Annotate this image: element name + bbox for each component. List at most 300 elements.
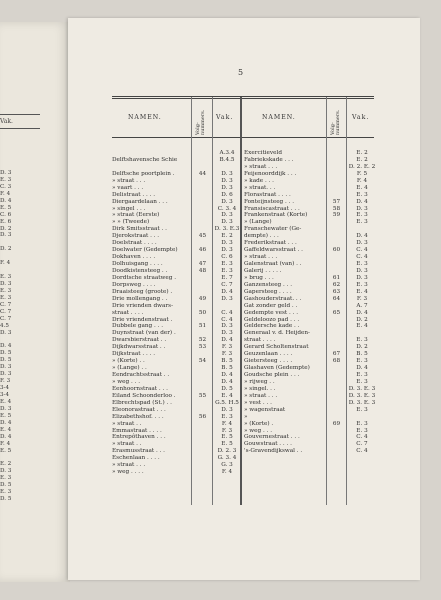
left-vak-fragment: D. 4 bbox=[0, 419, 12, 426]
vak-code: E. 3 bbox=[356, 337, 368, 344]
street-name: Fransiscastraat . . . bbox=[244, 205, 300, 212]
street-name bbox=[112, 150, 192, 157]
left-rule-bottom bbox=[0, 128, 40, 129]
volgnummer: 64 bbox=[332, 295, 341, 302]
volgnummer bbox=[194, 469, 211, 476]
volgnummer bbox=[194, 199, 211, 206]
vak-code: E. 3 bbox=[221, 413, 233, 420]
left-vak-fragment: D. 3 bbox=[0, 468, 12, 475]
volgnummer bbox=[328, 192, 345, 199]
volgnummer bbox=[328, 150, 345, 157]
table-rule-top-2 bbox=[112, 98, 374, 99]
vak-code: D. 3 bbox=[356, 267, 368, 274]
right-name-column bbox=[244, 150, 326, 455]
street-name: » weg . . . bbox=[112, 378, 141, 385]
vak-code: E. 3 bbox=[356, 427, 368, 434]
vak-code: D. 3. E. 3 bbox=[348, 399, 376, 406]
volgnummer bbox=[194, 351, 211, 358]
street-name: dempte) . . . bbox=[244, 233, 279, 240]
volgnummer bbox=[328, 240, 345, 247]
volgnummer: 54 bbox=[198, 358, 207, 365]
volgnummer bbox=[328, 372, 345, 379]
vak-code: E. 2 bbox=[356, 150, 368, 156]
right-vak-column bbox=[348, 150, 376, 455]
left-name-column bbox=[112, 150, 192, 476]
street-name: » straat . . bbox=[112, 420, 142, 427]
volgnummer bbox=[194, 365, 211, 372]
volgnummer bbox=[194, 372, 211, 379]
vak-code: D. 3 bbox=[221, 170, 233, 177]
street-name: Dorpsweg . . . . bbox=[112, 281, 156, 288]
left-vak-fragment: D. 4 bbox=[0, 343, 12, 350]
left-vak-fragment: D. 5 bbox=[0, 496, 12, 503]
street-name: Dwarsbierstraat . . bbox=[112, 337, 167, 344]
street-name: » vest . . . bbox=[244, 399, 272, 406]
street-name: Gashouderstraat. . . bbox=[244, 295, 302, 302]
vak-code: D. 2 bbox=[356, 344, 368, 351]
vak-code: E. 3 bbox=[356, 212, 368, 219]
left-page-fragments bbox=[0, 170, 11, 503]
street-name: Dirk Smitsstraat . . bbox=[112, 226, 167, 233]
table-rule-top bbox=[112, 96, 374, 97]
street-name: Dokhaven . . . . bbox=[112, 254, 156, 261]
volgnummer: 47 bbox=[198, 261, 207, 267]
divider-middle bbox=[240, 97, 242, 505]
volgnummer bbox=[194, 240, 211, 247]
volgnummer bbox=[328, 171, 345, 178]
left-vak-fragment bbox=[0, 239, 11, 246]
street-name: Gedempte vest . . . bbox=[244, 309, 299, 316]
street-name: » straat. . . bbox=[244, 184, 276, 191]
vak-code: F. 4 bbox=[221, 420, 233, 427]
vak-code: D. 3 bbox=[221, 406, 233, 413]
vak-code: D. 3 bbox=[221, 330, 233, 337]
street-name: » » (Tweede) bbox=[112, 219, 150, 226]
street-name: Delistraat . . . . bbox=[112, 191, 156, 198]
volgnummer bbox=[194, 400, 211, 407]
volgnummer bbox=[194, 206, 211, 213]
street-name: Doodkistensteeg . . bbox=[112, 267, 168, 274]
street-name: Eendrachtsstraat . . bbox=[112, 372, 170, 378]
street-name: Draaisteeg (groote) . bbox=[112, 288, 173, 295]
vak-code: C. 4 bbox=[221, 309, 233, 316]
volgnummer: 55 bbox=[198, 392, 207, 399]
volgnummer bbox=[328, 157, 345, 164]
vak-code: D. 3 bbox=[221, 177, 233, 184]
street-name: Exercitieveld bbox=[244, 150, 282, 156]
street-name: Dolhuisgang . . . . bbox=[112, 261, 163, 267]
volgnummer bbox=[328, 344, 345, 351]
street-name: Gapersteeg . . . . bbox=[244, 288, 292, 295]
volgnummer bbox=[328, 448, 345, 455]
street-name: Eenhoornstraat . . . bbox=[112, 385, 168, 392]
volgnummer bbox=[194, 254, 211, 261]
volgnummer bbox=[194, 407, 211, 414]
street-name: » straat . . bbox=[112, 441, 142, 448]
vak-code: D. 3 bbox=[221, 323, 233, 330]
vak-code: E. 3 bbox=[356, 261, 368, 267]
street-name: Dubbele gang . . . bbox=[112, 323, 164, 330]
vak-code: E. 3 bbox=[356, 420, 368, 427]
volgnummer bbox=[194, 226, 211, 233]
volgnummer: 63 bbox=[332, 288, 341, 295]
volgnummer bbox=[328, 323, 345, 330]
volgnummer: 46 bbox=[198, 247, 207, 254]
left-vak-fragment bbox=[0, 337, 11, 344]
volgnummer bbox=[194, 428, 211, 435]
volgnummer: 50 bbox=[198, 309, 207, 316]
street-name: » straat (Eerste) bbox=[112, 212, 160, 219]
left-vak-fragment: D. 3 bbox=[0, 232, 12, 239]
volgnummer bbox=[328, 379, 345, 386]
vak-code: D. 4 bbox=[356, 233, 368, 240]
volgnummer: 61 bbox=[332, 274, 341, 281]
left-vak-fragment: D. 2 bbox=[0, 246, 12, 253]
street-name: Gouvernestraat . . . bbox=[244, 434, 300, 441]
vak-code: E. 5 bbox=[221, 434, 233, 441]
vak-code: F. 3 bbox=[221, 344, 233, 351]
header-vak-left: Vak. bbox=[216, 114, 234, 121]
left-vak-fragment: E. 3 bbox=[0, 294, 12, 301]
vak-code: E. 3 bbox=[356, 191, 368, 198]
volgnummer bbox=[194, 289, 211, 296]
left-vak-fragment bbox=[0, 454, 11, 461]
vak-code: D. 4 bbox=[221, 288, 233, 295]
volgnummer bbox=[328, 441, 345, 448]
header-namen-right: NAMEN. bbox=[262, 114, 296, 121]
volgnummer bbox=[194, 178, 211, 185]
vak-code: D. 3 bbox=[221, 219, 233, 226]
street-name: » singel . . . bbox=[112, 205, 146, 212]
street-name: Gouwstraat . . . . bbox=[244, 441, 292, 448]
volgnummer bbox=[328, 219, 345, 226]
volgnummer bbox=[194, 303, 211, 310]
vak-code: C. 4 bbox=[356, 434, 368, 441]
street-name: » weg . . . bbox=[244, 427, 273, 434]
volgnummer bbox=[328, 303, 345, 310]
volgnummer bbox=[194, 192, 211, 199]
street-name: Fabriekskade . . . bbox=[244, 156, 294, 163]
vak-code: E. 3 bbox=[356, 219, 368, 226]
left-header-vak: Vak. bbox=[0, 118, 13, 125]
left-vak-fragment: E. 2 bbox=[0, 461, 12, 468]
volgnummer bbox=[328, 178, 345, 185]
right-nr-column bbox=[328, 150, 345, 455]
vak-code: D. 4 bbox=[221, 372, 233, 378]
street-name: » (Lange) bbox=[244, 219, 272, 226]
volgnummer bbox=[194, 421, 211, 428]
vak-code: D. 4 bbox=[356, 309, 368, 316]
street-name: Goudsche plein . . . bbox=[244, 372, 300, 378]
volgnummer bbox=[328, 268, 345, 275]
street-name: » (Lange) . . bbox=[112, 365, 147, 372]
left-vak-fragment: 3-4 bbox=[0, 385, 10, 392]
street-name: Glashaven (Gedempte) bbox=[244, 365, 310, 372]
street-name: Geldersche kade . . bbox=[244, 323, 300, 330]
vak-code: E. 4 bbox=[356, 288, 368, 295]
header-vak-right: Vak. bbox=[352, 114, 370, 121]
left-vak-fragment bbox=[0, 267, 11, 274]
vak-code: E. 5 bbox=[221, 441, 233, 448]
volgnummer bbox=[194, 441, 211, 448]
street-name: Geldeloozo pad . . . bbox=[244, 316, 300, 323]
volgnummer: 56 bbox=[198, 413, 207, 420]
vak-code: D. 3 bbox=[221, 247, 233, 254]
street-name: Geuzenlaan . . . . bbox=[244, 351, 293, 358]
vak-code: E. 3 bbox=[356, 378, 368, 385]
left-vak-fragment: D. 3 bbox=[0, 364, 12, 371]
left-vak-fragment: F. 4 bbox=[0, 260, 11, 267]
street-name: Galenstraat (van) . . bbox=[244, 261, 302, 267]
vak-code: D. 3 bbox=[221, 212, 233, 219]
vak-code: D. 3 bbox=[221, 240, 233, 247]
vak-code: D. 4 bbox=[356, 198, 368, 205]
vak-code bbox=[348, 414, 376, 421]
street-name: Franschewater (Ge- bbox=[244, 226, 302, 233]
street-name: Dijkstraat . . . . bbox=[112, 351, 156, 358]
street-name: Elbrechtspad (St.) . . bbox=[112, 399, 172, 406]
left-vak-fragment: E. 6 bbox=[0, 218, 12, 225]
left-vak-fragment: C. 7 bbox=[0, 301, 12, 308]
volgnummer bbox=[328, 386, 345, 393]
left-vak-fragment: C. 7 bbox=[0, 315, 12, 322]
vak-code: C. 7 bbox=[356, 441, 368, 448]
left-vak-fragment: E. 4 bbox=[0, 398, 12, 405]
volgnummer bbox=[194, 212, 211, 219]
left-vak-fragment: 3-4 bbox=[0, 392, 10, 398]
vak-code: D. 5 bbox=[221, 385, 233, 392]
left-vak-fragment: D. 2 bbox=[0, 225, 12, 232]
volgnummer bbox=[194, 434, 211, 441]
volgnummer bbox=[194, 330, 211, 337]
volgnummer: 51 bbox=[198, 323, 207, 330]
vak-code: A. 7 bbox=[356, 302, 368, 309]
volgnummer: 52 bbox=[198, 337, 207, 344]
vak-code bbox=[214, 303, 240, 310]
street-name: » brug . . . bbox=[244, 274, 274, 281]
volgnummer bbox=[328, 407, 345, 414]
vak-code: F. 3 bbox=[221, 427, 233, 434]
street-name: Diergaardelaan . . . bbox=[112, 198, 168, 205]
vak-code bbox=[214, 164, 240, 171]
vak-code: D. 3 bbox=[356, 274, 368, 281]
volgnummer bbox=[194, 219, 211, 226]
street-name: Gietersteeg . . . . bbox=[244, 358, 293, 365]
left-vak-fragment: D. 3 bbox=[0, 405, 12, 412]
left-vak-fragment: F. 4 bbox=[0, 440, 11, 447]
volgnummer: 53 bbox=[198, 344, 207, 351]
volgnummer bbox=[328, 400, 345, 407]
street-name: straat . . . . bbox=[112, 309, 144, 316]
street-name bbox=[112, 164, 192, 171]
volgnummer bbox=[328, 330, 345, 337]
left-vak-fragment: E. 3 bbox=[0, 475, 12, 482]
street-name: Florastraat . . . . bbox=[244, 191, 291, 198]
street-name: Delftsche poortplein . bbox=[112, 170, 175, 177]
street-name: » straat . . . bbox=[112, 177, 146, 184]
street-name: Frederikstraat . . . bbox=[244, 240, 297, 247]
vak-code: C. 4 bbox=[356, 448, 368, 455]
vak-code bbox=[348, 226, 376, 233]
volgnummer bbox=[194, 379, 211, 386]
street-name: Eiland Schoonderloo . bbox=[112, 392, 176, 399]
volgnummer: 69 bbox=[332, 420, 341, 427]
vak-code: F. 3 bbox=[356, 295, 368, 302]
volgnummer bbox=[194, 448, 211, 455]
left-vak-fragment bbox=[0, 253, 11, 260]
street-name: » straat . . . bbox=[112, 462, 146, 469]
volgnummer bbox=[328, 393, 345, 400]
volgnummer: 60 bbox=[332, 247, 341, 254]
street-name: Frankenstraat (Korte) bbox=[244, 212, 308, 219]
volgnummer: 44 bbox=[198, 170, 207, 177]
vak-code: D. 4 bbox=[356, 365, 368, 372]
left-vak-fragment: F. 4 bbox=[0, 190, 11, 197]
vak-code bbox=[348, 330, 376, 337]
left-vak-fragment: D. 3 bbox=[0, 371, 12, 378]
vak-code: D. 2. E. 2 bbox=[348, 163, 376, 170]
volgnummer bbox=[328, 337, 345, 344]
left-vak-fragment: D. 4 bbox=[0, 433, 12, 440]
volgnummer: 58 bbox=[332, 205, 341, 212]
street-name: » wagenstraat bbox=[244, 406, 286, 413]
vak-code: D. 2 bbox=[356, 316, 368, 323]
vak-code: D. 6 bbox=[221, 191, 233, 198]
vak-code: E. 3 bbox=[356, 281, 368, 288]
street-name: Delftshavensche Schie bbox=[112, 156, 178, 163]
volgnummer bbox=[328, 428, 345, 435]
street-name: Drie mollengang . . bbox=[112, 295, 168, 302]
left-vak-fragment: D. 3 bbox=[0, 281, 12, 287]
vak-code: C. 4 bbox=[221, 316, 233, 323]
vak-code: D. 3 bbox=[221, 198, 233, 205]
volgnummer bbox=[328, 317, 345, 324]
street-name: » vaart . . . bbox=[112, 184, 144, 191]
vak-code: E. 2 bbox=[221, 233, 233, 240]
divider-vak2 bbox=[346, 97, 347, 505]
vak-code: C. 6 bbox=[221, 254, 233, 261]
street-name: » kade . . . bbox=[244, 177, 274, 184]
left-page bbox=[0, 22, 70, 582]
street-name: » singel. . . bbox=[244, 385, 276, 392]
table-rule-header-bottom bbox=[112, 137, 374, 138]
street-name: » rijweg . . bbox=[244, 378, 275, 385]
vak-code: B.4.5 bbox=[219, 156, 235, 163]
left-vak-fragment: E. 5 bbox=[0, 447, 12, 454]
street-name: Eleonorastraat . . . bbox=[112, 406, 166, 413]
vak-code: C. 4 bbox=[356, 254, 368, 261]
street-name: Gaffeldwarsstraat . . bbox=[244, 247, 303, 254]
volgnummer: 45 bbox=[198, 233, 207, 240]
street-name: straat . . . . bbox=[244, 337, 276, 344]
vak-code: D. 3 bbox=[356, 240, 368, 247]
header-namen-left: NAMEN. bbox=[128, 114, 162, 121]
street-name: Emmastraat . . . . bbox=[112, 427, 162, 434]
left-vak-fragment: E. 3 bbox=[0, 176, 12, 183]
volgnummer bbox=[194, 462, 211, 469]
volgnummer bbox=[194, 150, 211, 157]
page-number: 5 bbox=[238, 68, 244, 77]
vak-code: D. 3. E.3 bbox=[214, 226, 240, 233]
volgnummer: 49 bbox=[198, 295, 207, 302]
volgnummer bbox=[194, 282, 211, 289]
street-name: Fonteijnsteeg . . . bbox=[244, 198, 295, 205]
street-name: Gat zonder geld . . bbox=[244, 302, 298, 309]
divider-nr2 bbox=[326, 97, 327, 505]
volgnummer bbox=[328, 434, 345, 441]
left-vak-fragment: D. 3 bbox=[0, 170, 12, 176]
vak-code: D. 2. 3 bbox=[217, 448, 237, 455]
volgnummer bbox=[328, 233, 345, 240]
street-name: Gerard Scholtenstraat bbox=[244, 344, 309, 351]
vak-code: C. 3. 4 bbox=[217, 205, 237, 212]
vak-code: F. 5 bbox=[356, 170, 368, 177]
volgnummer bbox=[194, 164, 211, 171]
volgnummer bbox=[328, 164, 345, 171]
left-vak-fragment: C. 3 bbox=[0, 183, 12, 190]
vak-code: D. 4 bbox=[221, 337, 233, 344]
street-name: Galerij . . . . . bbox=[244, 267, 282, 274]
street-name: Dijkdwarsstraat . . bbox=[112, 344, 166, 351]
volgnummer: 48 bbox=[198, 267, 207, 274]
vak-code: E. 4 bbox=[356, 323, 368, 330]
vak-code: E. 3 bbox=[356, 358, 368, 365]
vak-code: E. 3 bbox=[221, 261, 233, 267]
volgnummer: 57 bbox=[332, 198, 341, 205]
vak-code: D. 3 bbox=[221, 295, 233, 302]
street-name: » bbox=[244, 413, 248, 420]
left-vak-fragment: D. 4 bbox=[0, 197, 12, 204]
street-name: 's-Gravendijkswal . . bbox=[244, 448, 303, 455]
left-vak-fragment: E. 5 bbox=[0, 204, 12, 211]
volgnummer bbox=[328, 414, 345, 421]
vak-code: G.5. H.5 bbox=[215, 399, 239, 406]
left-vak-fragment: E. 5 bbox=[0, 412, 12, 419]
street-name: Entrepôthaven . . . bbox=[112, 434, 166, 441]
street-name: » (Korte) . bbox=[244, 420, 274, 427]
left-vak-fragment: D. 5 bbox=[0, 350, 12, 357]
street-name: Eschenlaan . . . . bbox=[112, 455, 160, 462]
volgnummer bbox=[328, 254, 345, 261]
vak-code: E. 3 bbox=[356, 372, 368, 378]
street-name: Duynstraat (van der) . bbox=[112, 330, 176, 337]
vak-code: D. 3. E. 3 bbox=[348, 392, 376, 399]
vak-code: F. 4 bbox=[356, 177, 368, 184]
left-vak-fragment: D. 5 bbox=[0, 357, 12, 364]
left-vak-fragment: F. 3 bbox=[0, 378, 11, 385]
header-volgnummers-right: Volg-nummers. bbox=[330, 109, 341, 135]
vak-code: C. 4 bbox=[356, 247, 368, 254]
vak-code: E. 3 bbox=[221, 267, 233, 274]
left-vak-fragment: 4.5 bbox=[0, 322, 9, 329]
vak-code: D. 3 bbox=[221, 184, 233, 191]
street-name: » weg . . . . bbox=[112, 469, 144, 476]
street-name: » straat . . . bbox=[244, 254, 278, 261]
vak-code: E. 2 bbox=[356, 156, 368, 163]
volgnummer bbox=[194, 317, 211, 324]
vak-code: B. 5 bbox=[221, 358, 233, 365]
street-name: Ganzensteeg . . . bbox=[244, 281, 293, 288]
street-name: Drie vrienden dwars- bbox=[112, 302, 173, 309]
left-vak-fragment: C. 7 bbox=[0, 308, 12, 315]
street-name: » straat . . . bbox=[244, 163, 278, 170]
volgnummer bbox=[194, 386, 211, 393]
street-name: Djerokstraat . . . bbox=[112, 233, 160, 240]
street-name: » straat . . . bbox=[244, 392, 278, 399]
vak-code: B. 5 bbox=[221, 365, 233, 372]
vak-code: G. 3. 4 bbox=[217, 455, 237, 462]
volgnummer bbox=[194, 455, 211, 462]
